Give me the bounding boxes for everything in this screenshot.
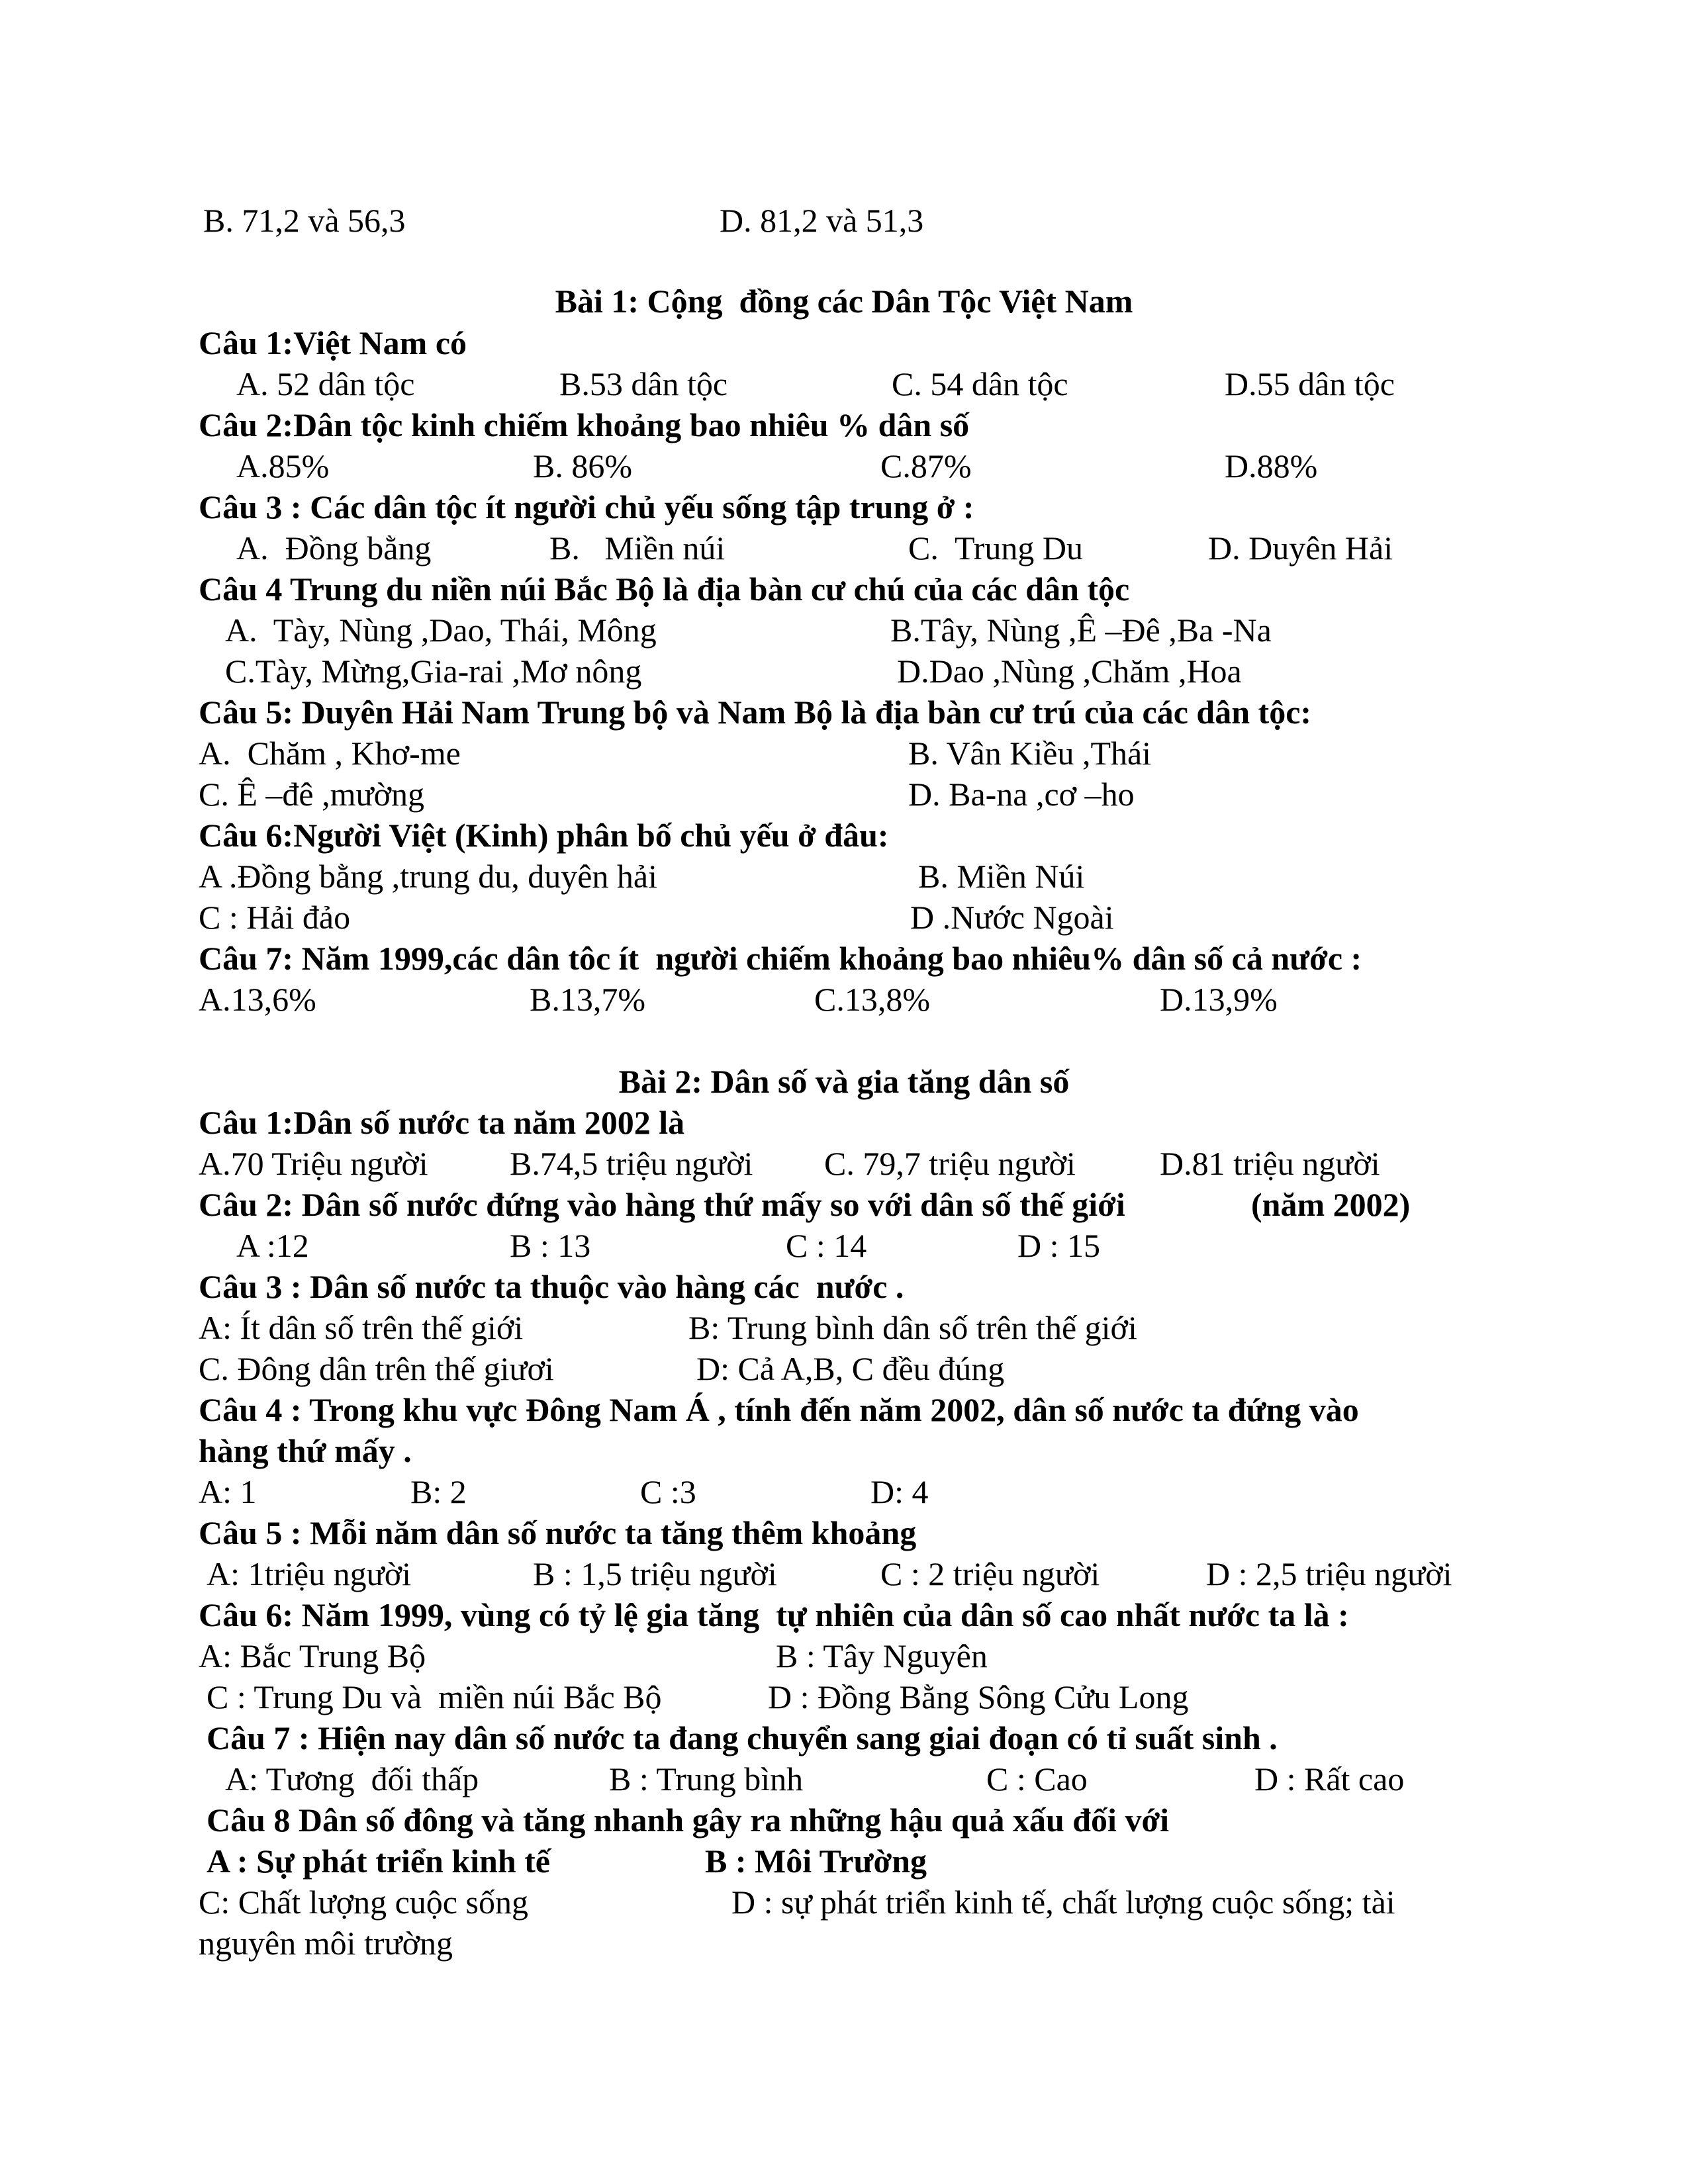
option-b: B : Môi Trường [705, 1843, 927, 1880]
option-d: D.Dao ,Nùng ,Chăm ,Hoa [897, 653, 1242, 690]
option-c: C. 54 dân tộc [892, 365, 1068, 402]
option-d: D : Rất cao [1254, 1760, 1405, 1797]
option-d: D. 81,2 và 51,3 [720, 202, 924, 239]
option-d: D .Nước Ngoài [910, 899, 1114, 936]
option-b: B. Vân Kiều ,Thái [908, 735, 1152, 772]
option-a: A. 52 dân tộc [236, 365, 415, 402]
option-a: A: Tương đối thấp [225, 1760, 479, 1797]
option-c: C.13,8% [814, 981, 930, 1018]
option-a: A.70 Triệu người [199, 1145, 428, 1182]
question-5: Câu 5 : Mỗi năm dân số nước ta tăng thêm khoảng [199, 1514, 917, 1551]
section-title-bai2: Bài 2: Dân số và gia tăng dân số [618, 1063, 1070, 1100]
question-7: Câu 7: Năm 1999,các dân tôc ít người chiếm khoảng bao nhiêu% dân số cả nước : [199, 940, 1362, 977]
option-d: D : Đồng Bằng Sông Cửu Long [768, 1678, 1189, 1715]
question-2: Câu 2: Dân số nước đứng vào hàng thứ mấy so với dân số thế giới [199, 1186, 1125, 1223]
question-4: Câu 4 Trung du niền núi Bắc Bộ là địa bàn cư chú của các dân tộc [199, 570, 1130, 608]
question-3: Câu 3 : Các dân tộc ít người chủ yếu sống tập trung ở : [199, 488, 974, 525]
option-a: A: Bắc Trung Bộ [199, 1637, 426, 1674]
option-c: C : 2 triệu người [880, 1555, 1100, 1592]
option-c: C : 14 [786, 1227, 867, 1264]
option-a: A.13,6% [199, 981, 316, 1018]
option-d: D.88% [1225, 447, 1318, 484]
question-8: Câu 8 Dân số đông và tăng nhanh gây ra những hậu quả xấu đối với [207, 1801, 1170, 1839]
option-c: C.87% [880, 447, 972, 484]
question-1: Câu 1:Việt Nam có [199, 324, 467, 361]
option-a: A: 1triệu người [207, 1555, 412, 1592]
option-c: C : Trung Du và miền núi Bắc Bộ [207, 1678, 662, 1715]
option-c: C. Ê –đê ,mường [199, 776, 425, 813]
option-b: B : Tây Nguyên [776, 1637, 988, 1674]
option-c: C :3 [640, 1473, 696, 1510]
question-2: Câu 2:Dân tộc kinh chiếm khoảng bao nhiêu % dân số [199, 406, 970, 443]
option-c: C. 79,7 triệu người [824, 1145, 1076, 1182]
option-b: B : Trung bình [609, 1760, 804, 1797]
option-a: A. Chăm , Khơ-me [199, 735, 461, 772]
question-5: Câu 5: Duyên Hải Nam Trung bộ và Nam Bộ là địa bàn cư trú của các dân tộc: [199, 694, 1312, 731]
option-a: A: 1 [199, 1473, 257, 1510]
question-1: Câu 1:Dân số nước ta năm 2002 là [199, 1104, 685, 1141]
option-c: C : Hải đảo [199, 899, 351, 936]
option-b: B. 86% [533, 447, 632, 484]
question-3: Câu 3 : Dân số nước ta thuộc vào hàng các nước . [199, 1268, 904, 1305]
option-d: D.55 dân tộc [1225, 365, 1395, 402]
option-b: B: Trung bình dân số trên thế giới [688, 1309, 1137, 1346]
question-7: Câu 7 : Hiện nay dân số nước ta đang chuyển sang giai đoạn có tỉ suất sinh . [207, 1719, 1278, 1756]
option-b: B: 2 [410, 1473, 467, 1510]
option-c: C.Tày, Mừng,Gia-rai ,Mơ nông [225, 653, 642, 690]
option-b: B. 71,2 và 56,3 [203, 202, 406, 239]
option-b: B.53 dân tộc [559, 365, 728, 402]
option-a: A: Ít dân số trên thế giới [199, 1309, 524, 1346]
option-a: A. Tày, Nùng ,Dao, Thái, Mông [225, 612, 657, 649]
option-d-cont: nguyên môi trường [199, 1925, 453, 1962]
option-b: B. Miền núi [549, 529, 726, 567]
option-b: B : 13 [510, 1227, 591, 1264]
option-a: A .Đồng bằng ,trung du, duyên hải [199, 858, 657, 895]
option-d: D. Ba-na ,cơ –ho [908, 776, 1135, 813]
question-2-year: (năm 2002) [1251, 1186, 1411, 1223]
option-a: A. Đồng bằng [236, 529, 432, 567]
option-c: C. Trung Du [908, 529, 1083, 567]
section-title-bai1: Bài 1: Cộng đồng các Dân Tộc Việt Nam [555, 283, 1133, 320]
option-d: D: 4 [870, 1473, 929, 1510]
option-c: C. Đông dân trên thế giươi [199, 1350, 554, 1387]
option-b: B.Tây, Nùng ,Ê –Đê ,Ba -Na [890, 612, 1272, 649]
option-d: D : sự phát triển kinh tế, chất lượng cuộc sống; tài [731, 1884, 1395, 1921]
option-d: D: Cả A,B, C đều đúng [696, 1350, 1005, 1387]
question-6: Câu 6:Người Việt (Kinh) phân bố chủ yếu ở đâu: [199, 817, 889, 854]
option-a: A : Sự phát triển kinh tế [207, 1843, 550, 1880]
option-a: A.85% [236, 447, 330, 484]
question-6: Câu 6: Năm 1999, vùng có tỷ lệ gia tăng tự nhiên của dân số cao nhất nước ta là : [199, 1596, 1349, 1633]
option-b: B.13,7% [530, 981, 645, 1018]
option-d: D : 2,5 triệu người [1206, 1555, 1452, 1592]
option-d: D.81 triệu người [1160, 1145, 1380, 1182]
question-4: Câu 4 : Trong khu vực Đông Nam Á , tính đến năm 2002, dân số nước ta đứng vào [199, 1391, 1359, 1428]
option-d: D : 15 [1017, 1227, 1100, 1264]
option-d: D. Duyên Hải [1208, 529, 1393, 567]
option-c: C : Cao [986, 1760, 1088, 1797]
option-d: D.13,9% [1160, 981, 1278, 1018]
option-b: B : 1,5 triệu người [533, 1555, 777, 1592]
option-b: B. Miền Núi [918, 858, 1085, 895]
option-a: A :12 [236, 1227, 309, 1264]
option-c: C: Chất lượng cuộc sống [199, 1884, 528, 1921]
option-b: B.74,5 triệu người [510, 1145, 753, 1182]
question-4-cont: hàng thứ mấy . [199, 1432, 412, 1469]
